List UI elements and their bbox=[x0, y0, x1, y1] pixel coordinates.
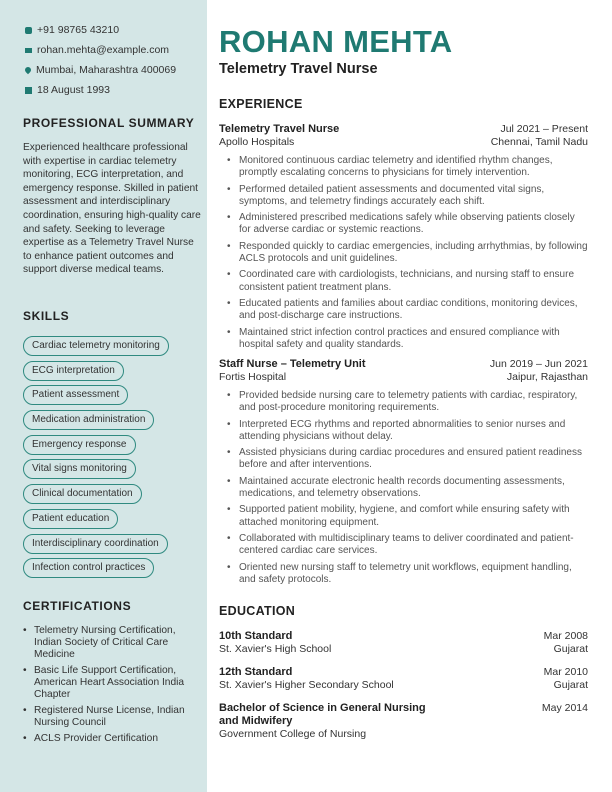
job-header bbox=[219, 123, 588, 136]
education-subheader bbox=[219, 728, 588, 741]
job-bullet: • Performed detailed patient assessments and documented vital signs, symptoms, and telemetry findings accurately each shift. bbox=[227, 184, 588, 209]
job-bullet: • Monitored continuous cardiac telemetry and identified rhythm changes, promptly escalating concerns to physicians for timely intervention. bbox=[227, 155, 588, 180]
skill-tag: Infection control practices bbox=[23, 558, 154, 578]
certification-item: • Registered Nurse License, Indian Nursing Council bbox=[23, 705, 203, 729]
skills-list bbox=[23, 336, 169, 583]
education-header bbox=[219, 666, 588, 679]
job-dates: Jun 2019 – Jun 2021 bbox=[489, 358, 588, 370]
skill-tag: Interdisciplinary coordination bbox=[23, 534, 168, 554]
certification-item: • ACLS Provider Certification bbox=[23, 733, 203, 745]
job-bullet: • Interpreted ECG rhythms and reported abnormalities to senior nurses and attending physicians without delay. bbox=[227, 419, 588, 444]
job-bullet: • Provided bedside nursing care to telemetry patients with cardiac, respiratory, and post-procedure monitoring requirements. bbox=[227, 390, 588, 415]
skill-tag: Patient assessment bbox=[23, 385, 128, 405]
job-bullet: • Administered prescribed medications safely while observing patients closely for adverse cardiac or systemic reactions. bbox=[227, 212, 588, 237]
education-entry bbox=[219, 702, 588, 741]
job-bullet: • Assisted physicians during cardiac procedures and ensured patient readiness before and after interventions. bbox=[227, 447, 588, 472]
job-entry bbox=[219, 358, 588, 590]
skill-tag: Medication administration bbox=[23, 410, 154, 430]
job-bullet: • Educated patients and families about cardiac conditions, monitoring devices, and post-discharge care instructions. bbox=[227, 298, 588, 323]
education-date: Mar 2010 bbox=[543, 666, 588, 678]
education-date: Mar 2008 bbox=[543, 630, 588, 642]
skill-tag: Cardiac telemetry monitoring bbox=[23, 336, 169, 356]
sidebar bbox=[0, 0, 207, 792]
education-header bbox=[219, 630, 588, 643]
job-bullet: • Oriented new nursing staff to telemetry unit workflows, equipment handling, and safety protocols. bbox=[227, 562, 588, 587]
education-degree: 12th Standard bbox=[219, 666, 293, 678]
candidate-title: Telemetry Travel Nurse bbox=[219, 61, 378, 77]
certifications-list bbox=[23, 625, 203, 749]
certifications-heading: CERTIFICATIONS bbox=[23, 599, 132, 613]
education-school: Government College of Nursing bbox=[219, 728, 367, 740]
education-school: St. Xavier's Higher Secondary School bbox=[219, 679, 394, 691]
calendar-icon bbox=[25, 87, 32, 94]
job-bullets bbox=[227, 390, 588, 586]
contact-dob bbox=[25, 84, 110, 96]
experience-heading: EXPERIENCE bbox=[219, 97, 303, 111]
education-header bbox=[219, 702, 588, 728]
dob-text: 18 August 1993 bbox=[37, 84, 110, 96]
job-title: Telemetry Travel Nurse bbox=[219, 123, 340, 135]
contact-location bbox=[25, 64, 176, 76]
job-entry bbox=[219, 123, 588, 355]
job-header bbox=[219, 358, 588, 371]
phone-text: +91 98765 43210 bbox=[37, 24, 120, 36]
job-title: Staff Nurse – Telemetry Unit bbox=[219, 358, 366, 370]
job-subheader bbox=[219, 136, 588, 149]
job-bullet: • Responded quickly to cardiac emergencies, including arrhythmias, by following ACLS protocols and unit guidelines. bbox=[227, 241, 588, 266]
summary-heading: PROFESSIONAL SUMMARY bbox=[23, 116, 195, 130]
certification-item: • Basic Life Support Certification, American Heart Association India Chapter bbox=[23, 665, 203, 701]
email-text: rohan.mehta@example.com bbox=[37, 44, 170, 56]
phone-icon bbox=[25, 27, 32, 34]
job-location: Jaipur, Rajasthan bbox=[506, 371, 588, 383]
job-subheader bbox=[219, 371, 588, 384]
skill-tag: Emergency response bbox=[23, 435, 136, 455]
education-subheader bbox=[219, 643, 588, 656]
education-entry bbox=[219, 630, 588, 656]
education-degree: Bachelor of Science in General Nursing and Midwifery bbox=[219, 702, 426, 727]
job-bullet: • Coordinated care with cardiologists, technicians, and nursing staff to ensure consistent patient treatment plans. bbox=[227, 269, 588, 294]
job-company: Apollo Hospitals bbox=[219, 136, 295, 148]
education-degree: 10th Standard bbox=[219, 630, 293, 642]
education-subheader bbox=[219, 679, 588, 692]
skill-tag: ECG interpretation bbox=[23, 361, 124, 381]
location-text: Mumbai, Maharashtra 400069 bbox=[36, 64, 177, 76]
job-bullet: • Maintained accurate electronic health records documenting assessments, medications, and telemetry observations. bbox=[227, 476, 588, 501]
candidate-name: ROHAN MEHTA bbox=[219, 24, 453, 59]
skill-tag: Clinical documentation bbox=[23, 484, 142, 504]
contact-phone bbox=[25, 24, 119, 36]
job-bullet: • Supported patient mobility, hygiene, and comfort while ensuring safety with attached monitoring equipment. bbox=[227, 504, 588, 529]
job-bullet: • Collaborated with multidisciplinary teams to deliver coordinated and patient-centered cardiac care services. bbox=[227, 533, 588, 558]
education-date: May 2014 bbox=[541, 702, 588, 714]
education-location: Gujarat bbox=[553, 679, 588, 691]
job-company: Fortis Hospital bbox=[219, 371, 287, 383]
skill-tag: Vital signs monitoring bbox=[23, 459, 136, 479]
certification-item: • Telemetry Nursing Certification, Indian Society of Critical Care Medicine bbox=[23, 625, 203, 661]
job-bullet: • Maintained strict infection control practices and ensured compliance with hospital safety and quality standards. bbox=[227, 327, 588, 352]
skill-tag: Patient education bbox=[23, 509, 118, 529]
education-heading: EDUCATION bbox=[219, 604, 296, 618]
email-icon bbox=[25, 48, 32, 53]
job-bullets bbox=[227, 155, 588, 351]
contact-email bbox=[25, 44, 169, 56]
summary-text: Experienced healthcare professional with expertise in cardiac telemetry monitoring, ECG interpretation, and emergency response. Skilled in patient assessment and interdisciplinary coordination, ensuring high-quality care and safety. Seeking to leverage expertise as a Telemetry Travel Nurse to enhance patient outcomes and support diverse medical teams. bbox=[23, 142, 201, 276]
education-location: Gujarat bbox=[553, 643, 588, 655]
job-dates: Jul 2021 – Present bbox=[500, 123, 588, 135]
location-pin-icon bbox=[24, 66, 32, 74]
skills-heading: SKILLS bbox=[23, 309, 70, 323]
education-school: St. Xavier's High School bbox=[219, 643, 332, 655]
job-location: Chennai, Tamil Nadu bbox=[490, 136, 588, 148]
education-entry bbox=[219, 666, 588, 692]
